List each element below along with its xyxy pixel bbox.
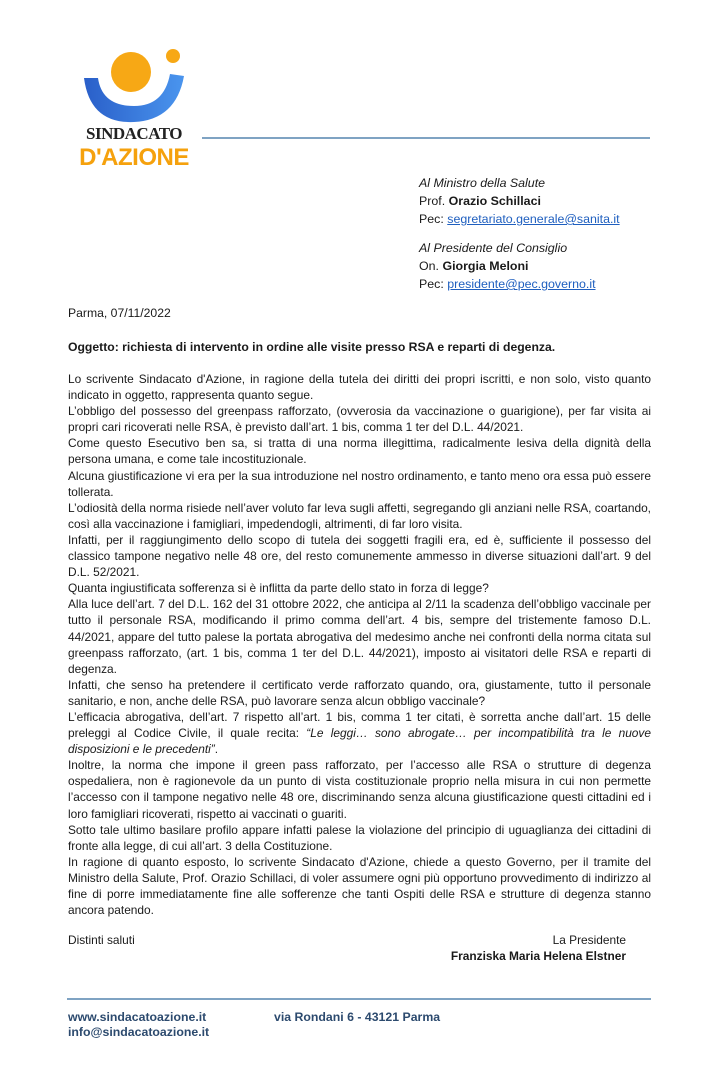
logo-sun-circle	[111, 52, 151, 92]
recipient-name: Giorgia Meloni	[442, 259, 529, 273]
recipient-block-minister	[419, 174, 651, 228]
signature-block	[451, 932, 651, 964]
footer	[68, 1010, 651, 1040]
body-paragraph: L’odiosità della norma risiede nell’aver voluto far leva sugli affetti, segregando gli anziani nelle RSA, coartando, così alla vaccinazione i famigliari, impedendogli, altrimenti, di far loro visita.	[68, 500, 651, 531]
body-paragraph: Quanta ingiustificata sofferenza si è inflitta da parte dello stato in forza di legge?	[68, 581, 489, 596]
logo-smile-icon	[78, 42, 190, 126]
pec-email-link[interactable]: presidente@pec.governo.it	[447, 277, 596, 291]
recipient-title: Al Ministro della Salute	[419, 176, 546, 190]
recipient-block-president	[419, 239, 651, 293]
pec-label: Pec:	[419, 277, 444, 291]
body-paragraph: Infatti, per il raggiungimento dello scopo di tutela dei soggetti fragili era, ed è, sufficiente il possesso del classico tampone negativo nelle 48 ore, del resto comunemente ammesso in diverse situazioni dall’art. 9 del D.L. 52/2021.	[68, 532, 651, 580]
letter-body	[68, 371, 651, 918]
footer-email-link[interactable]: info@sindacatoazione.it	[68, 1025, 210, 1040]
recipient-name-line	[419, 192, 651, 210]
footer-contacts	[68, 1010, 274, 1040]
body-paragraph: Lo scrivente Sindacato d'Azione, in ragione della tutela dei diritti dei propri iscritti, e non solo, visto quanto indicato in oggetto, rappresenta quanto segue.	[68, 372, 651, 403]
body-paragraph: Inoltre, la norma che impone il green pass rafforzato, per l’accesso alle RSA o strutture di degenza ospedaliera, non è ragionevole da un punto di vista costituzionale proprio nella misura in cui non permette l’accesso con il tampone negativo nelle 48 ore, discriminando senza alcuna giustificazione questi cittadini ed i loro famigliari ricoverati, rispetto ai vaccinati o guariti.	[68, 758, 651, 821]
sindacato-logo	[78, 42, 190, 171]
recipient-name-line	[419, 257, 651, 275]
letter-subject: Oggetto: richiesta di intervento in ordine alle visite presso RSA e reparti di degenza.	[68, 340, 556, 354]
legal-quote: “Le leggi… sono abrogate… per incompatibilità tra le nuove disposizioni e le precedenti”	[68, 726, 651, 757]
header-divider	[202, 137, 650, 139]
body-text: L’efficacia abrogativa, dell’art. 7 rispetto all’art. 1 bis, comma 1 ter citati, è sorretta anche dall’art. 15 delle preleggi al Codice Civile, il quale recita:	[68, 709, 651, 741]
letter-header	[68, 42, 651, 171]
logo-text-sindacato: SINDACATO	[86, 124, 182, 143]
body-paragraph: Sotto tale ultimo basilare profilo appare infatti palese la violazione del principio di uguaglianza dei cittadini di fronte alla legge, di cui all’art. 3 della Costituzione.	[68, 822, 651, 853]
letter-date: Parma, 07/11/2022	[68, 306, 171, 320]
footer-website-link[interactable]: www.sindacatoazione.it	[68, 1010, 207, 1025]
body-paragraph: L’obbligo del possesso del greenpass rafforzato, (ovverosia da vaccinazione o guarigione), per far visita ai propri cari ricoverati nelle RSA, è previsto dall’art. 1 bis, comma 1 ter del D.L. 44/2021.	[68, 404, 651, 435]
recipient-honorific: On.	[419, 259, 439, 273]
body-paragraph	[68, 709, 651, 757]
recipient-honorific: Prof.	[419, 194, 446, 208]
pec-label: Pec:	[419, 212, 444, 226]
footer-address: via Rondani 6 - 43121 Parma	[274, 1010, 441, 1025]
signature-row	[68, 932, 651, 964]
body-paragraph: Infatti, che senso ha pretendere il certificato verde rafforzato quando, ora, giustamente, tutto il personale sanitario, e non, anche delle RSA, può lavorare senza alcun obbligo vaccinale?	[68, 677, 651, 708]
footer-divider	[67, 998, 651, 1000]
body-paragraph: Alcuna giustificazione vi era per la sua introduzione nel nostro ordinamento, e tanto meno ora essa può essere tollerata.	[68, 468, 651, 499]
body-paragraph: In ragione di quanto esposto, lo scrivente Sindacato d'Azione, chiede a questo Governo, per il tramite del Ministro della Salute, Prof. Orazio Schillaci, di voler assumere ogni più opportuno provvedimento di indirizzo al fine di porre immediatamente fine alle sofferenze che tanti Ospiti delle RSA e strutture di degenza stanno ancora patendo.	[68, 854, 651, 918]
pec-email-link[interactable]: segretariato.generale@sanita.it	[447, 212, 620, 226]
recipient-name: Orazio Schillaci	[448, 194, 541, 208]
recipient-pec-line	[419, 210, 651, 228]
signature-role: La Presidente	[552, 933, 626, 948]
body-text: .	[214, 742, 219, 757]
recipient-title: Al Presidente del Consiglio	[419, 241, 568, 255]
recipient-pec-line	[419, 275, 651, 293]
signature-name: Franziska Maria Helena Elstner	[450, 949, 626, 964]
logo-text-dazione: D'AZIONE	[79, 144, 189, 171]
logo-small-circle	[166, 49, 180, 63]
closing-salutation: Distinti saluti	[68, 933, 135, 948]
body-paragraph: Come questo Esecutivo ben sa, si tratta di una norma illegittima, radicalmente lesiva della dignità della persona umana, e come tale incostituzionale.	[68, 436, 651, 467]
body-paragraph: Alla luce dell’art. 7 del D.L. 162 del 31 ottobre 2022, che anticipa al 2/11 la scadenza dell’obbligo vaccinale per tutto il personale RSA, modificando il primo comma dell’art. 4 bis, sempre del tristemente famoso D.L. 44/2021, appare del tutto palese la portata abrogativa del medesimo anche nei confronti della norma citata sul greenpass rafforzato, (art. 1 bis, comma 1 ter del D.L. 44/2021), imposto ai visitatori delle RSA e reparti di degenza.	[68, 597, 651, 676]
